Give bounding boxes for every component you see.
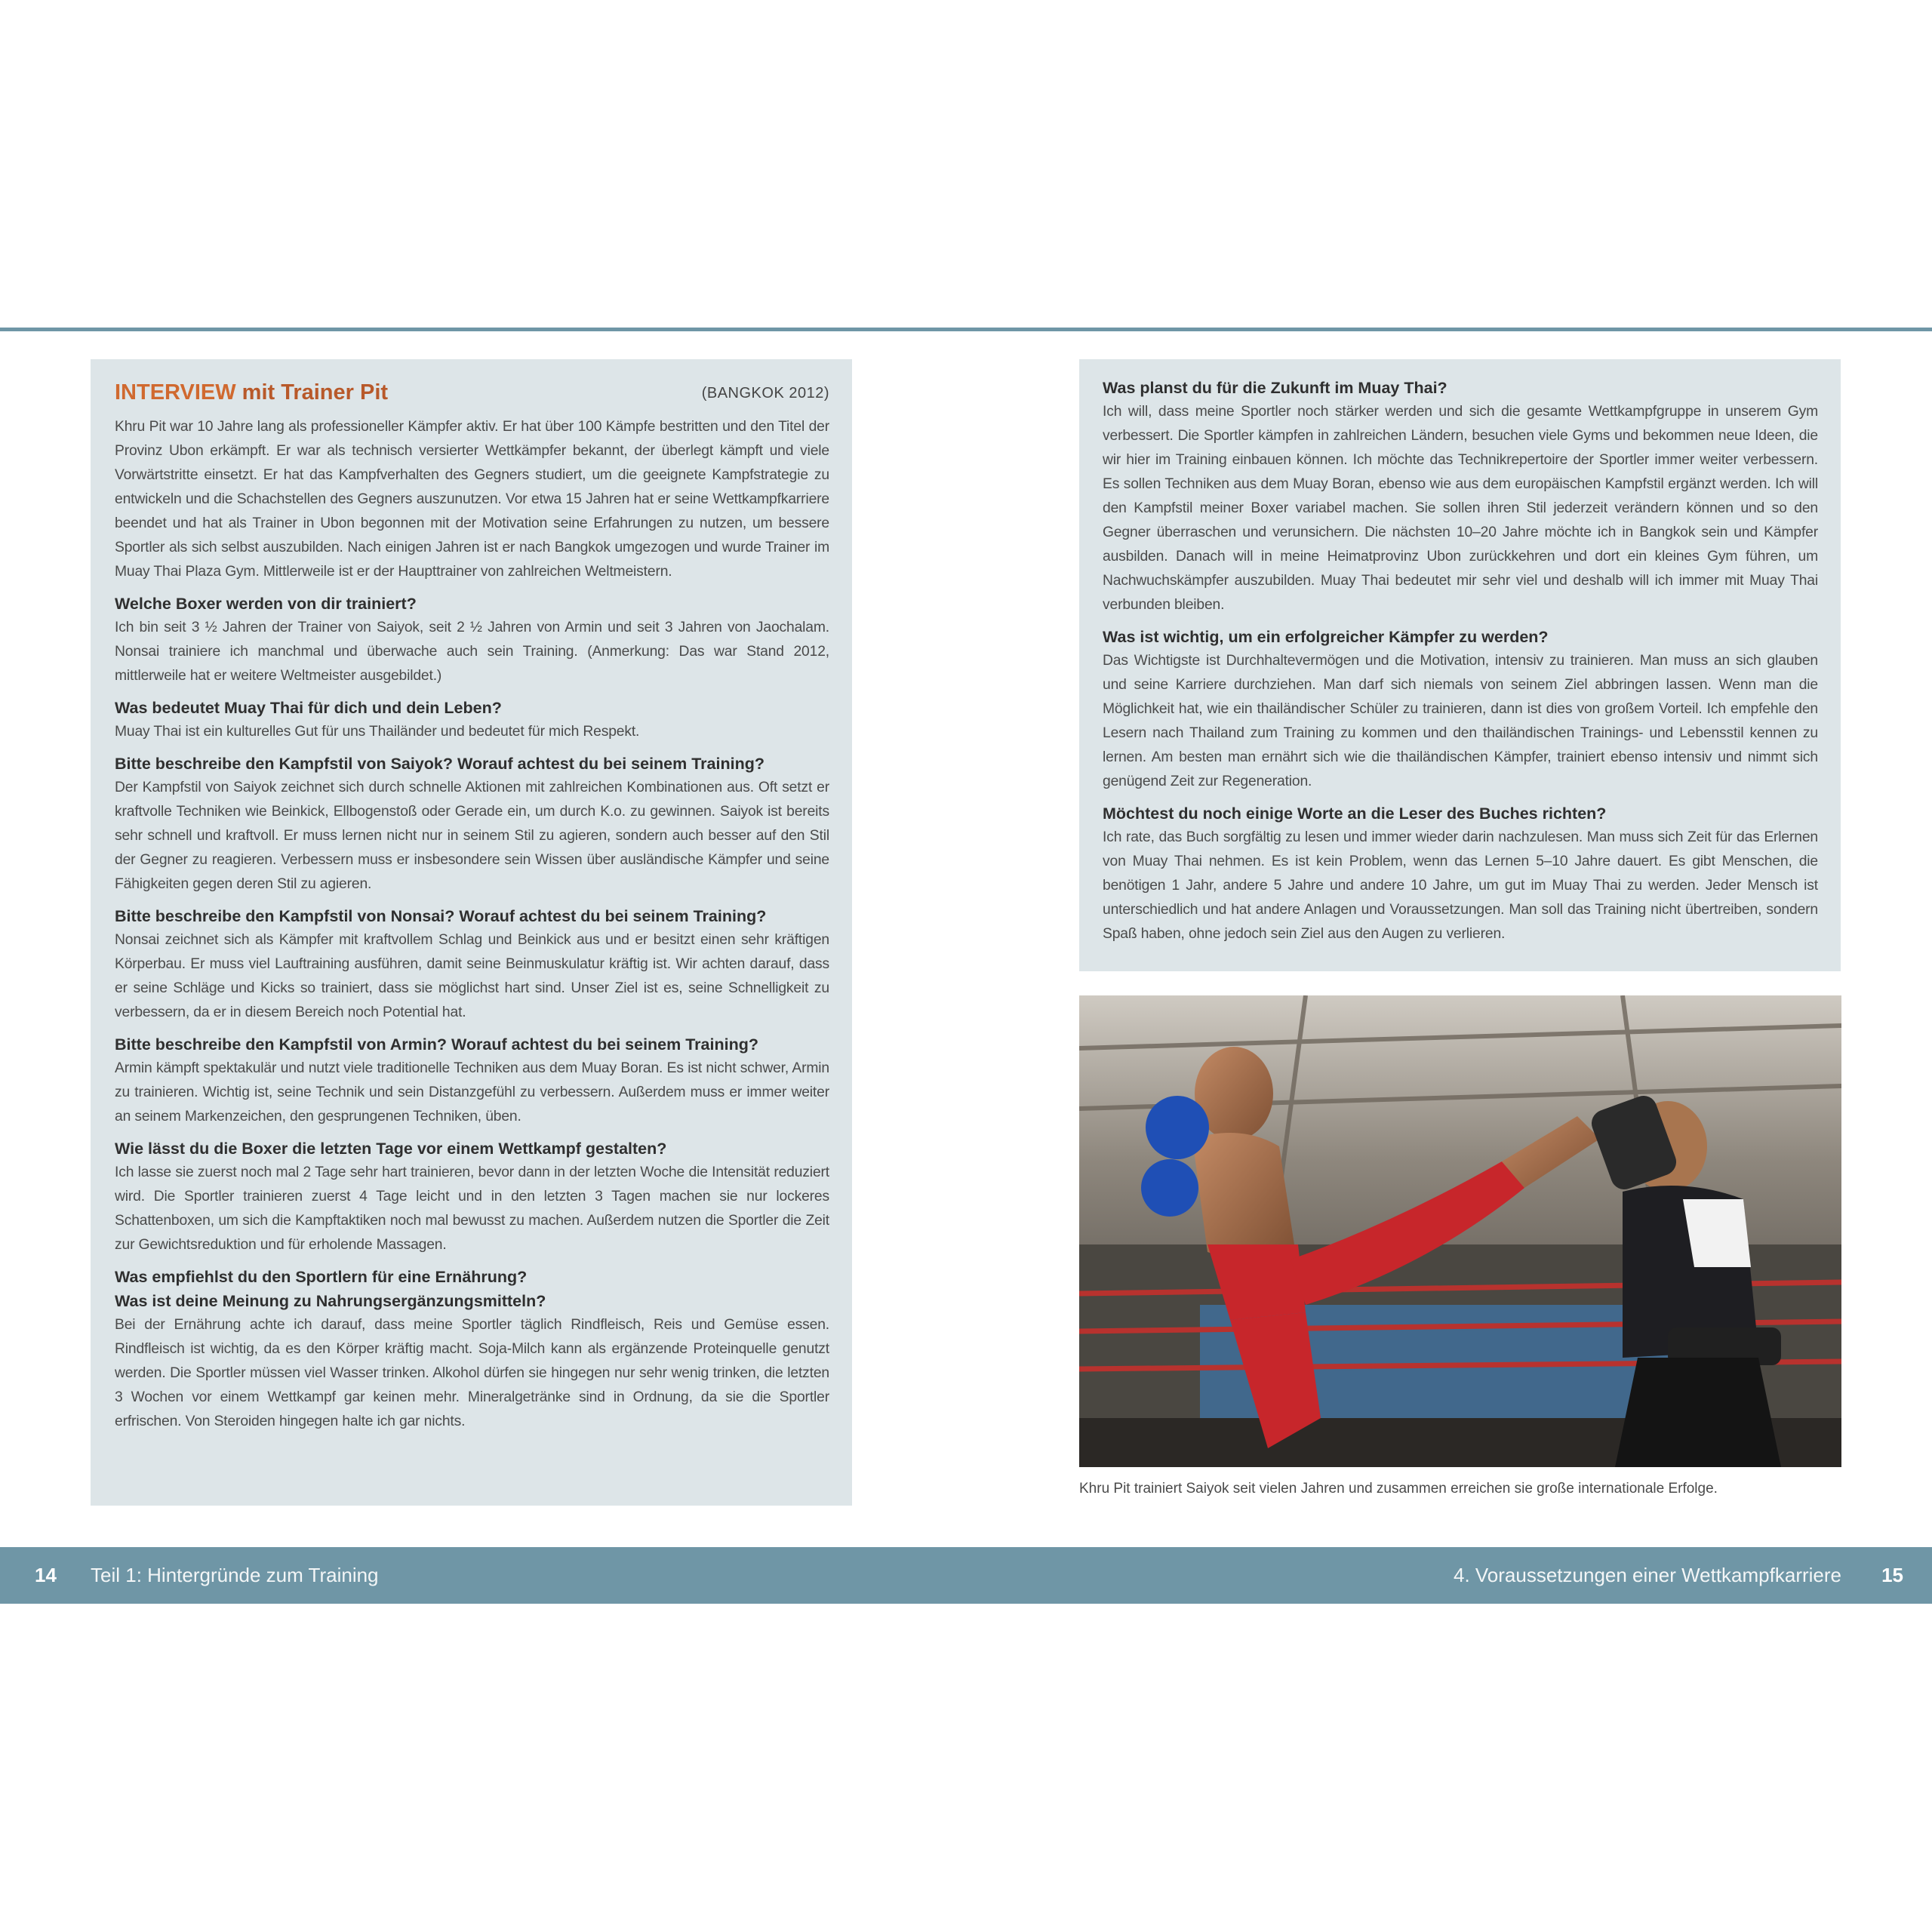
interview-title-main: INTERVIEW [115, 380, 236, 405]
answer: Ich lasse sie zuerst noch mal 2 Tage sehr hart trainieren, bevor dann in der letzten Woche die Intensität reduziert wird. Die Sportler trainieren zuerst 4 Tage leicht und in den letzten 3 Tagen machen sie nur lockeres Schattenboxen, um sich die Kampftaktiken noch mal bewusst zu machen. Außerdem nutzen die Sportler die Zeit zur Gewichtsreduktion und für erholende Massagen. [115, 1164, 829, 1253]
answer: Der Kampfstil von Saiyok zeichnet sich durch schnelle Aktionen mit zahlreichen Kombinationen aus. Oft setzt er kraftvolle Techniken wie Beinkick, Ellbogenstoß oder Gerade ein, um durch K.o. zu gewinnen. Saiyok ist bereits sehr schnell und kraftvoll. Er muss lernen nicht nur in seinem Stil zu agieren, sondern auch besser auf den Stil der Gegner zu reagieren. Verbessern muss er insbesondere sein Wissen über ausländische Kämpfer und seine Fähigkeiten gegen deren Stil zu agieren. [115, 780, 829, 892]
question: Wie lässt du die Boxer die letzten Tage vor einem Wettkampf gestalten? [115, 1140, 667, 1158]
page-number-left: 14 [35, 1564, 57, 1586]
interview-header [115, 380, 829, 415]
section-title-right: 4. Voraussetzungen einer Wettkampfkarriere [1453, 1564, 1841, 1586]
answer: Ich rate, das Buch sorgfältig zu lesen und immer wieder darin nachzulesen. Man muss sich Zeit für das Erlernen von Muay Thai nehmen. Es ist kein Problem, wenn das Lernen 5–10 Jahre dauert. Es gibt Menschen, die benötigen 1 Jahr, andere 5 Jahre und andere 10 Jahre, um gut im Muay Thai zu werden. Jeder Mensch ist unterschiedlich und hat andere Anlagen und Voraussetzungen. Man soll das Training nicht übertreiben, sondern Spaß haben, ohne jedoch sein Ziel aus den Augen zu verlieren. [1103, 829, 1818, 942]
answer: Ich bin seit 3 ½ Jahren der Trainer von Saiyok, seit 2 ½ Jahren von Armin und seit 3 Jahren von Jaochalam. Nonsai trainiere ich manchmal und überwache auch sein Training. (Anmerkung: Das war Stand 2012, mittlerweile hat er weitere Weltmeister ausgebildet.) [115, 620, 829, 684]
interview-title-sub: mit Trainer Pit [242, 380, 389, 405]
answer: Muay Thai ist ein kulturelles Gut für uns Thailänder und bedeutet für mich Respekt. [115, 724, 640, 740]
question: Möchtest du noch einige Worte an die Leser des Buches richten? [1103, 804, 1607, 823]
question: Bitte beschreibe den Kampfstil von Saiyok? Worauf achtest du bei seinem Training? [115, 755, 764, 773]
answer: Armin kämpft spektakulär und nutzt viele traditionelle Techniken aus dem Muay Boran. Es ist nicht schwer, Armin zu trainieren. Wichtig ist, seine Technik und sein Distanzgefühl zu verbessern. Außerdem muss er immer weiter an seinem Markenzeichen, den gesprungenen Techniken, üben. [115, 1060, 829, 1124]
question: Was ist wichtig, um ein erfolgreicher Kämpfer zu werden? [1103, 628, 1549, 646]
page-number-right: 15 [1881, 1564, 1903, 1586]
top-rule [0, 328, 1932, 331]
section-title-left: Teil 1: Hintergründe zum Training [91, 1564, 379, 1586]
training-photo-illustration [1079, 995, 1841, 1467]
answer: Das Wichtigste ist Durchhaltevermögen und die Motivation, intensiv zu trainieren. Man muss an sich glauben und seine Karriere durchziehen. Man darf sich niemals von seinem Ziel abbringen lassen. Wenn man die Möglichkeit hat, wie ein thailändischer Schüler zu trainieren, dann ist dies von großem Vorteil. Ich empfehle den Lesern nach Thailand zum Training zu kommen und den thailändischen Trainings- und Lebensstil kennen zu lernen. Am besten man ernährt sich wie die thailändischen Kämpfer, trainiert ebenso intensiv und nimmt sich genügend Zeit zur Regeneration. [1103, 653, 1818, 789]
interview-box [91, 359, 852, 1506]
answer: Bei der Ernährung achte ich darauf, dass meine Sportler täglich Rindfleisch, Reis und Gemüse essen. Rindfleisch ist wichtig, da es den Körper kräftig macht. Soja-Milch kann als ergänzende Proteinquelle genutzt werden. Die Sportler müssen viel Wasser trinken. Alkohol dürfen sie hingegen nur sehr wenig trinken, die letzten 3 Wochen vor einem Wettkampf gar keinen mehr. Mineralgetränke sind in Ordnung, da sie die Sportler erfrischen. Von Steroiden hingegen halte ich gar nichts. [115, 1317, 829, 1429]
question: Welche Boxer werden von dir trainiert? [115, 595, 417, 613]
photo-caption: Khru Pit trainiert Saiyok seit vielen Jahren und zusammen erreichen sie große internationale Erfolge. [1079, 1481, 1718, 1497]
interview-intro: Khru Pit war 10 Jahre lang als professioneller Kämpfer aktiv. Er hat über 100 Kämpfe bestritten und den Titel der Provinz Ubon erkämpft. Er war als technisch versierter Wettkämpfer bekannt, der überlegt kämpft und viele Vorwärtstritte einsetzt. Er hat das Kampfverhalten des Gegners studiert, um die geeignete Kampfstrategie zu entwickeln und die Schachstellen des Gegners auszunutzen. Vor etwa 15 Jahren hat er seine Wettkampfkarriere beendet und hat als Trainer in Ubon begonnen mit der Motivation seine Erfahrungen zu nutzen, um bessere Sportler als sich selbst auszubilden. Nach einigen Jahren ist er nach Bangkok umgezogen und wurde Trainer im Muay Thai Plaza Gym. Mittlerweile ist er der Haupttrainer von zahlreichen Weltmeistern. [115, 419, 829, 580]
question: Was empfiehlst du den Sportlern für eine Ernährung? [115, 1268, 528, 1286]
page-footer [0, 1547, 1932, 1604]
question: Bitte beschreibe den Kampfstil von Armin? Worauf achtest du bei seinem Training? [115, 1035, 758, 1054]
training-photo [1079, 995, 1841, 1467]
question-continued: Was ist deine Meinung zu Nahrungsergänzungsmitteln? [115, 1292, 546, 1310]
question: Was bedeutet Muay Thai für dich und dein Leben? [115, 699, 502, 717]
question: Was planst du für die Zukunft im Muay Thai? [1103, 379, 1447, 397]
answer: Ich will, dass meine Sportler noch stärker werden und sich die gesamte Wettkampfgruppe in unserem Gym verbessert. Die Sportler kämpfen in zahlreichen Ländern, besuchen viele Gyms und bekommen neue Ideen, die wir hier im Training einbauen können. Ich möchte das Technikrepertoire der Sportler immer weiter verbessern. Es sollen Techniken aus dem Muay Boran, ebenso wie aus dem europäischen Kampfstil ergänzt werden. Ich will den Kampfstil meiner Boxer variabel machen. Sie sollen ihren Stil jederzeit verändern können und so den Gegner überraschen und verunsichern. Die nächsten 10–20 Jahre möchte ich in Bangkok sein und Kämpfer ausbilden. Danach will in meine Heimatprovinz Ubon zurückkehren und dort ein kleines Gym führen, um Nachwuchskämpfer auszubilden. Muay Thai bedeutet mir sehr viel und deshalb will ich immer mit Muay Thai verbunden bleiben. [1103, 404, 1818, 613]
interview-box-continued [1079, 359, 1841, 971]
question: Bitte beschreibe den Kampfstil von Nonsai? Worauf achtest du bei seinem Training? [115, 907, 767, 925]
interview-title [115, 380, 388, 405]
answer: Nonsai zeichnet sich als Kämpfer mit kraftvollem Schlag und Beinkick aus und er besitzt einen sehr kräftigen Körperbau. Er muss viel Lauftraining ausführen, damit seine Beinmuskulatur kräftig ist. Wir achten darauf, dass er seine Schläge und Kicks so trainiert, dass sie möglichst hart sind. Unser Ziel ist es, seine Schnelligkeit zu verbessern, da er in diesem Bereich noch Potential hat. [115, 932, 829, 1020]
interview-location-date: (BANGKOK 2012) [701, 385, 829, 401]
